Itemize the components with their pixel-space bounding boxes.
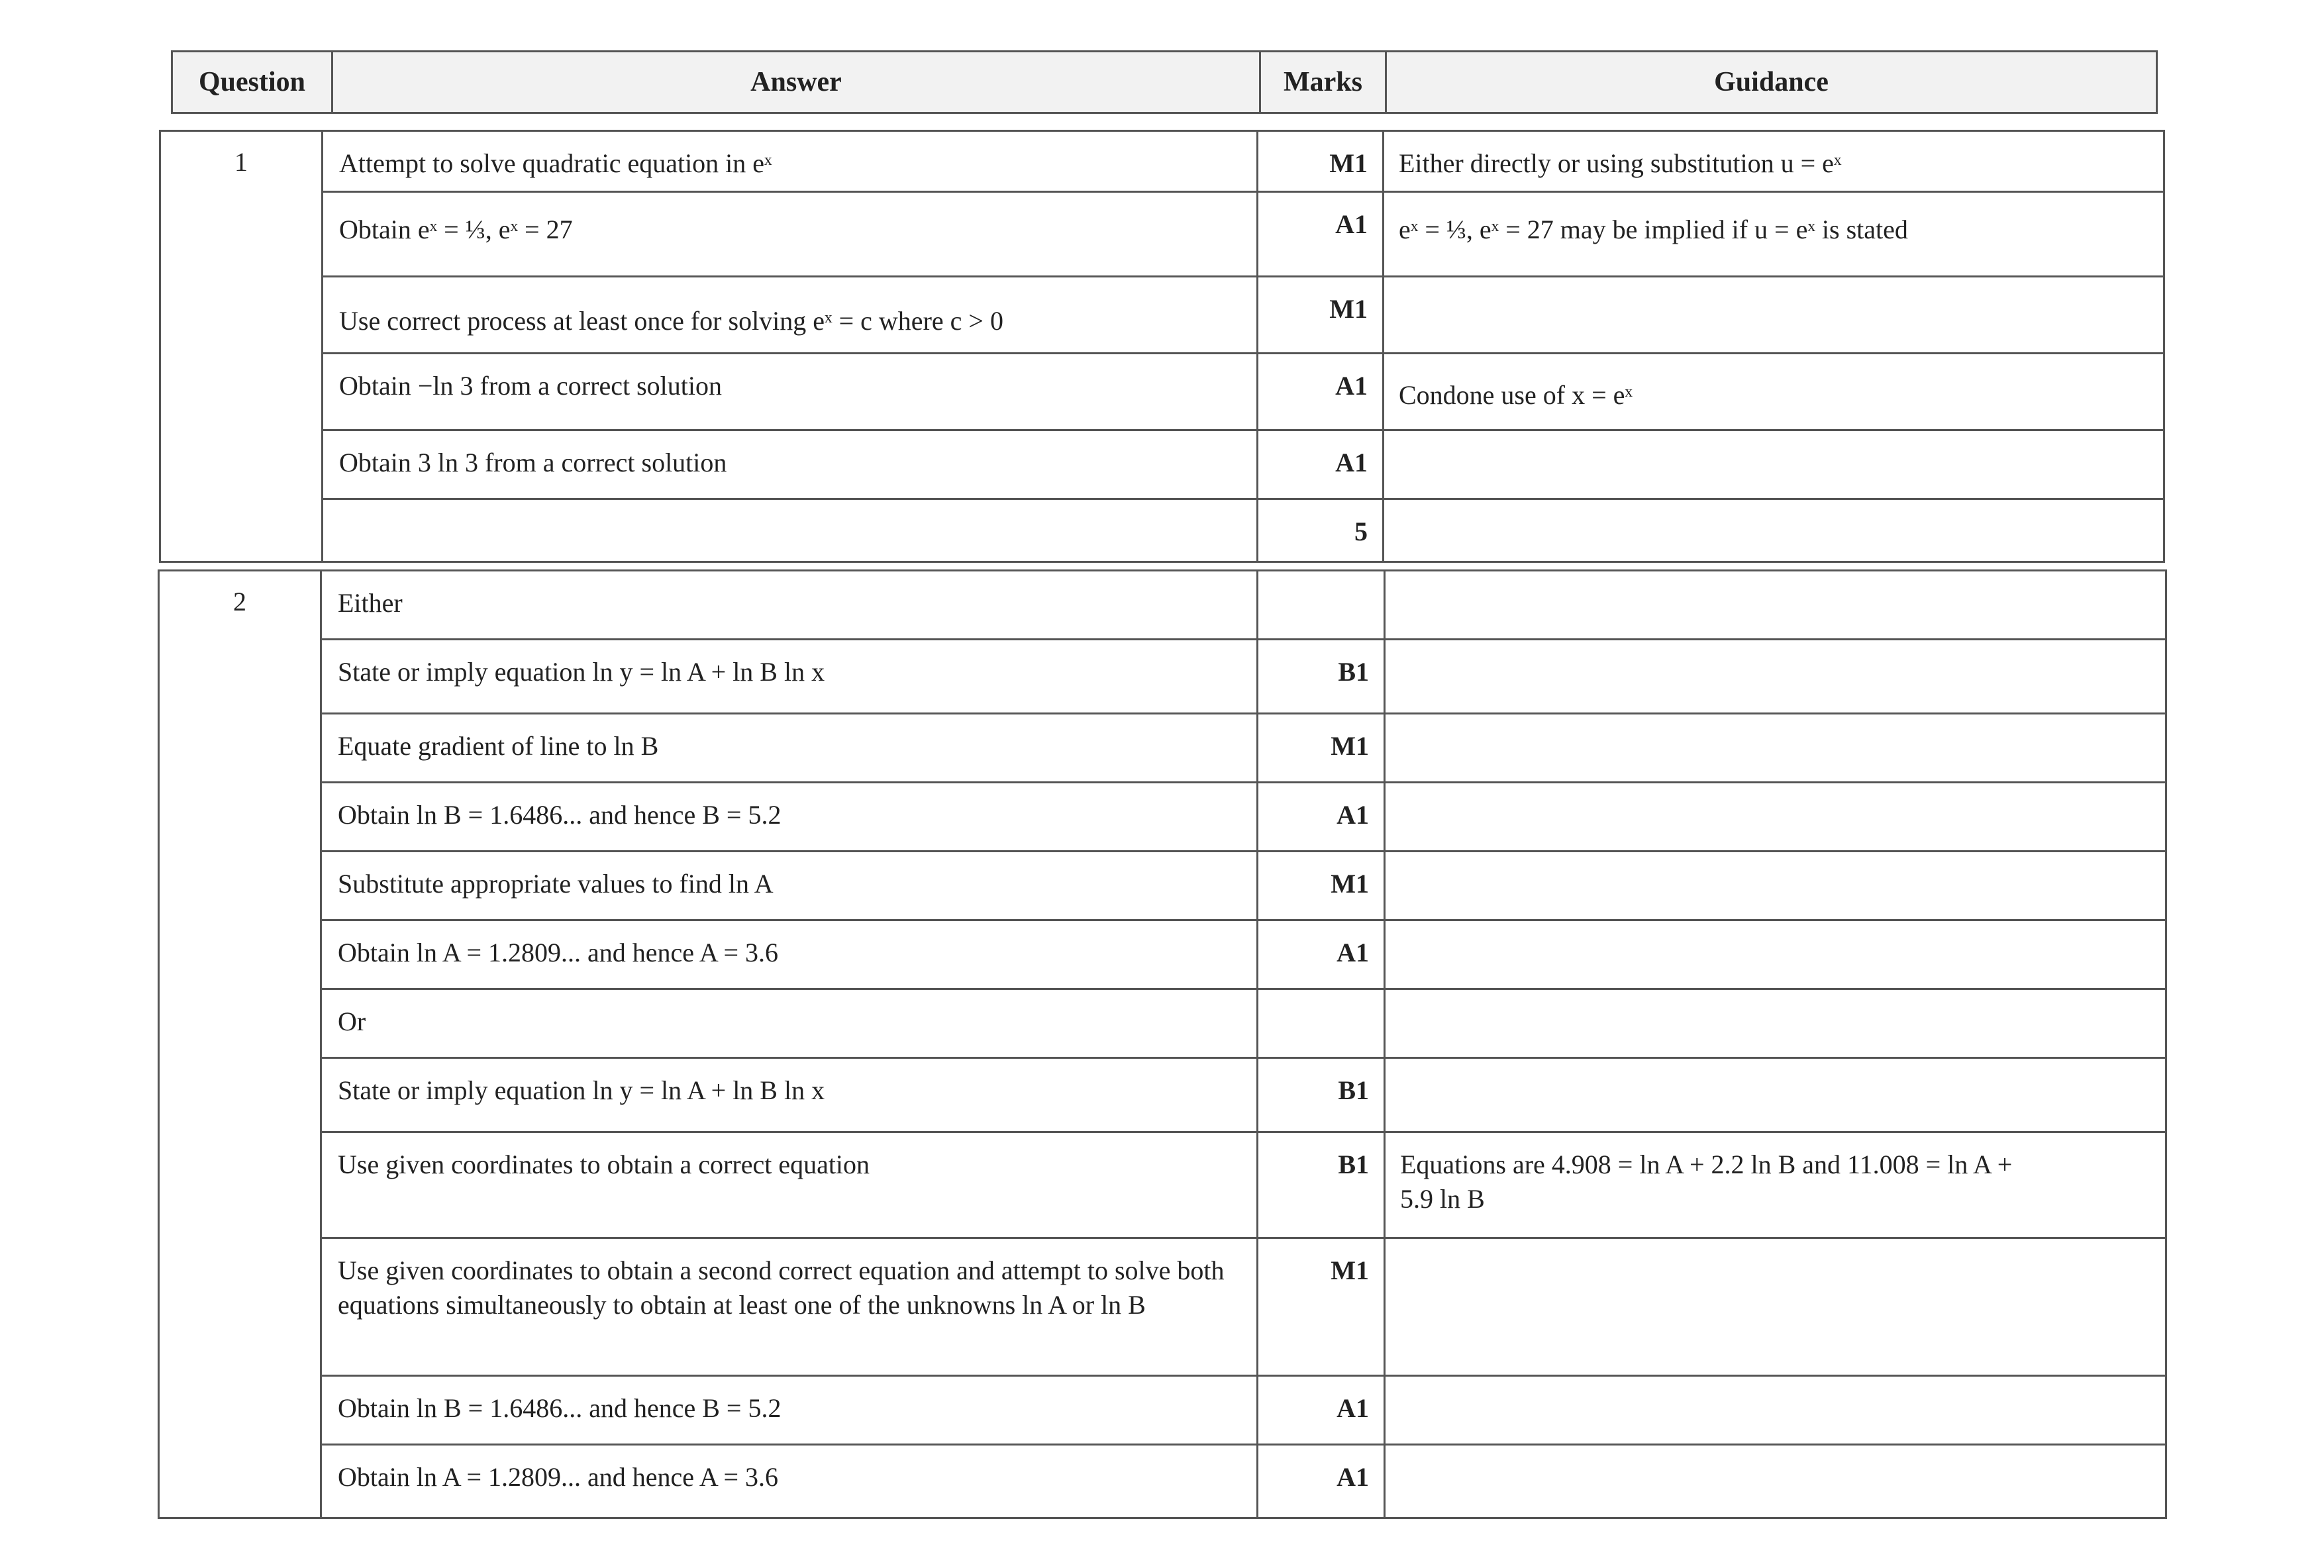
answer-cell: Either (322, 571, 1258, 638)
guidance-cell: Condone use of x = eˣ (1399, 380, 1633, 410)
marks-cell: M1 (1258, 852, 1386, 919)
table-row (322, 1133, 2165, 1239)
answer-cell: State or imply equation ln y = ln A + ln B ln x (322, 640, 1258, 712)
answer-cell: Obtain −ln 3 from a correct solution (323, 354, 1258, 429)
guidance-cell (1386, 640, 2165, 712)
guidance-cell (1386, 571, 2165, 638)
answer-cell: Use given coordinates to obtain a correct equation (322, 1133, 1258, 1237)
marks-cell: M1 (1258, 1239, 1386, 1375)
table-row (323, 132, 2163, 193)
answer-cell: Obtain eˣ = ⅓, eˣ = 27 (323, 193, 1258, 275)
answer-cell: State or imply equation ln y = ln A + ln B ln x (322, 1059, 1258, 1131)
table-row (322, 852, 2165, 921)
answer-cell: Obtain 3 ln 3 from a correct solution (323, 431, 1258, 498)
question-number-cell (161, 132, 323, 561)
answer-cell: Use given coordinates to obtain a second correct equation and attempt to solve both equations simultaneously to obtain at least one of the unknowns ln A or ln B (322, 1239, 1258, 1375)
table-row (323, 354, 2163, 431)
question-number: 1 (234, 147, 248, 177)
header-question: Question (198, 67, 306, 97)
table-row (322, 714, 2165, 783)
marks-cell: M1 (1258, 132, 1384, 191)
marks-cell: M1 (1258, 714, 1386, 781)
guidance-cell (1386, 990, 2165, 1057)
answer-cell: Obtain ln B = 1.6486... and hence B = 5.2 (322, 1377, 1258, 1444)
answer-cell: Obtain ln A = 1.2809... and hence A = 3.6 (322, 1446, 1258, 1517)
table-row (322, 921, 2165, 990)
guidance-cell: Equations are 4.908 = ln A + 2.2 ln B and 11.008 = ln A + 5.9 ln B (1400, 1150, 2013, 1214)
table-row (323, 431, 2163, 500)
guidance-cell (1386, 921, 2165, 988)
marks-cell: B1 (1258, 1059, 1386, 1131)
marks-cell: A1 (1258, 354, 1384, 429)
question-number-cell (160, 571, 322, 1517)
marks-cell: A1 (1258, 431, 1384, 498)
table-row-total (323, 500, 2163, 561)
table-row (322, 783, 2165, 852)
answer-cell: Use correct process at least once for solving eˣ = c where c > 0 (323, 277, 1258, 352)
table-row (323, 277, 2163, 354)
answer-cell: Obtain ln B = 1.6486... and hence B = 5.2 (322, 783, 1258, 850)
table-row (322, 1446, 2165, 1517)
guidance-cell (1386, 1377, 2165, 1444)
marks-cell (1258, 571, 1386, 638)
answer-cell (323, 500, 1258, 561)
marks-cell: B1 (1258, 640, 1386, 712)
guidance-cell (1386, 783, 2165, 850)
marks-cell: B1 (1258, 1133, 1386, 1237)
total-marks-cell: 5 (1258, 500, 1384, 561)
guidance-cell: Either directly or using substitution u = eˣ (1399, 148, 1842, 178)
question-number: 2 (233, 587, 246, 616)
table-row (322, 1239, 2165, 1377)
header-marks: Marks (1284, 67, 1362, 97)
marks-cell: M1 (1258, 277, 1384, 352)
guidance-cell (1386, 1239, 2165, 1375)
header-answer: Answer (750, 67, 842, 97)
question-2-block (158, 569, 2167, 1519)
table-row (322, 640, 2165, 714)
table-row (322, 571, 2165, 640)
marks-cell: A1 (1258, 1377, 1386, 1444)
guidance-cell (1384, 431, 2163, 498)
table-row (323, 193, 2163, 277)
table-row (322, 1377, 2165, 1446)
answer-cell: Attempt to solve quadratic equation in eˣ (323, 132, 1258, 191)
header-guidance: Guidance (1714, 67, 1829, 97)
guidance-cell: eˣ = ⅓, eˣ = 27 may be implied if u = eˣ is stated (1399, 215, 1908, 244)
marks-cell: A1 (1258, 1446, 1386, 1517)
answer-cell: Equate gradient of line to ln B (322, 714, 1258, 781)
table-row (322, 990, 2165, 1059)
marks-cell: A1 (1258, 783, 1386, 850)
guidance-cell (1384, 277, 2163, 352)
answer-cell: Substitute appropriate values to find ln A (322, 852, 1258, 919)
guidance-cell (1386, 852, 2165, 919)
question-1-block (159, 130, 2165, 563)
marks-cell (1258, 990, 1386, 1057)
answer-cell: Obtain ln A = 1.2809... and hence A = 3.6 (322, 921, 1258, 988)
guidance-cell (1386, 714, 2165, 781)
answer-cell: Or (322, 990, 1258, 1057)
guidance-cell (1386, 1446, 2165, 1517)
table-header (171, 50, 2158, 114)
table-row (322, 1059, 2165, 1133)
marks-cell: A1 (1258, 921, 1386, 988)
guidance-cell (1386, 1059, 2165, 1131)
marks-cell: A1 (1258, 193, 1384, 275)
guidance-cell (1384, 500, 2163, 561)
